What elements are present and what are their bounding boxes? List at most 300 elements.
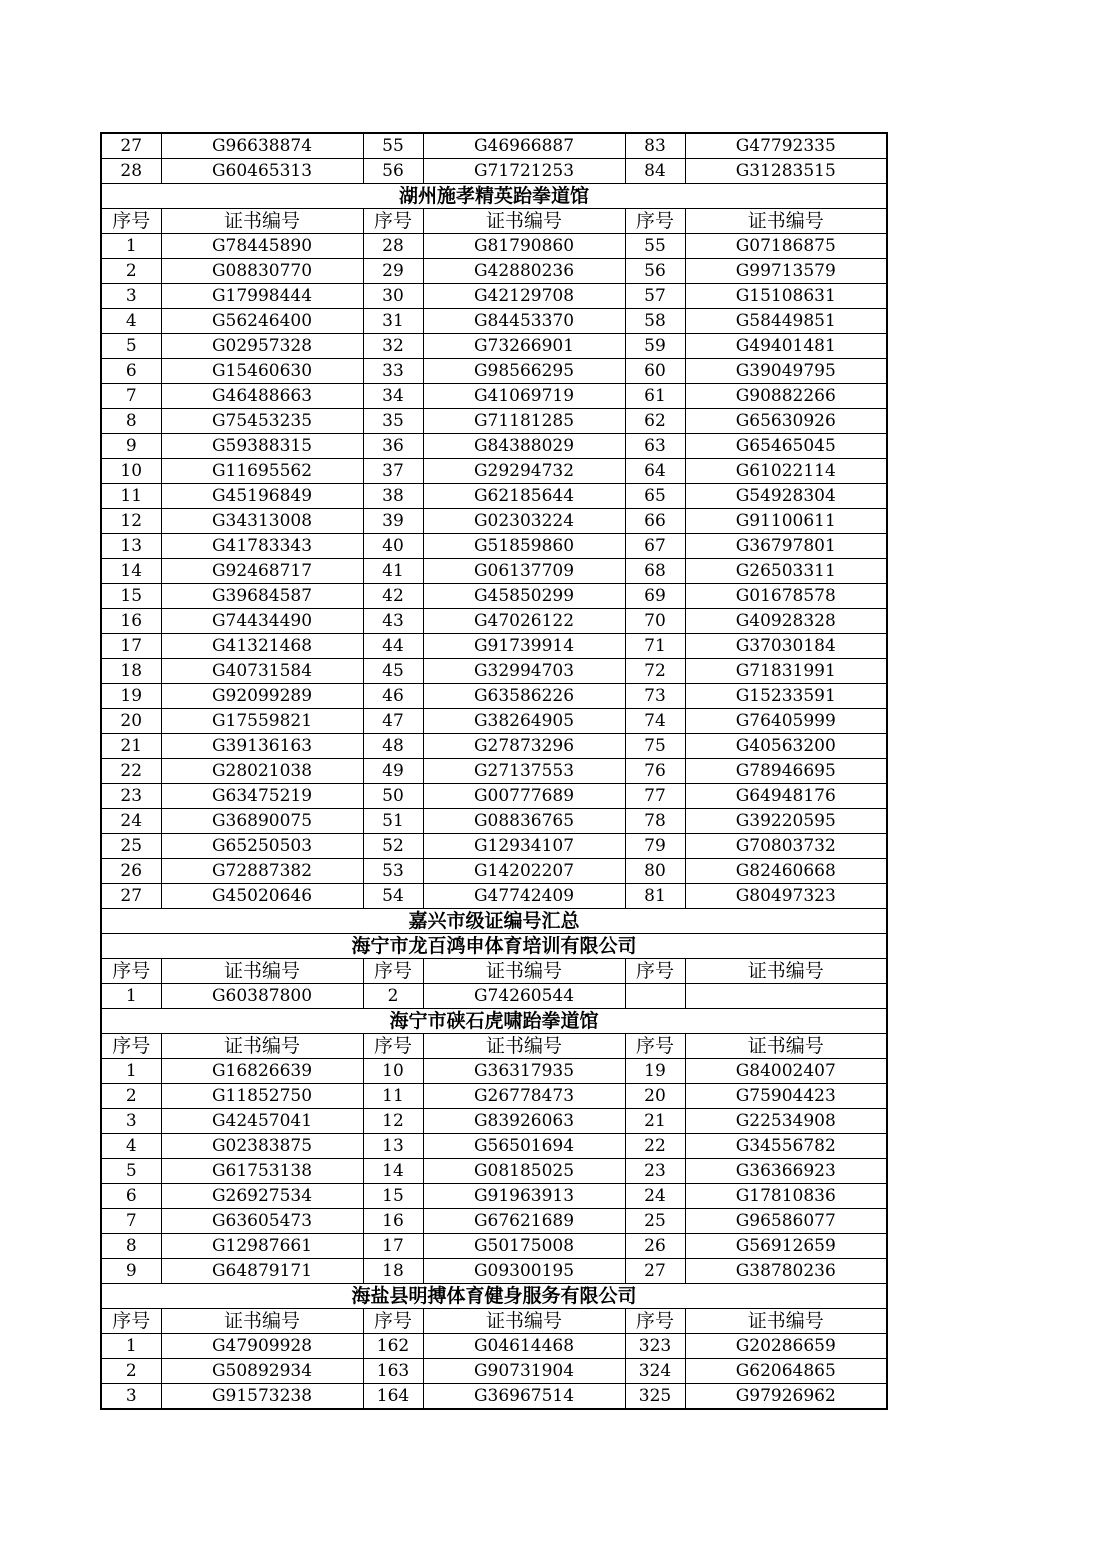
certificate-number-cell: G34313008 (161, 509, 363, 534)
serial-number-cell: 55 (363, 133, 423, 159)
serial-number-cell: 5 (101, 334, 161, 359)
header-serial-number: 序号 (625, 209, 685, 234)
certificate-number-cell: G54928304 (685, 484, 887, 509)
header-certificate-number: 证书编号 (685, 1034, 887, 1059)
certificate-number-cell: G75453235 (161, 409, 363, 434)
table-row (101, 1234, 887, 1259)
header-certificate-number: 证书编号 (161, 209, 363, 234)
certificate-number-cell: G09300195 (423, 1259, 625, 1284)
certificate-number-cell: G67621689 (423, 1209, 625, 1234)
certificate-number-cell: G00777689 (423, 784, 625, 809)
certificate-number-cell: G17559821 (161, 709, 363, 734)
header-serial-number: 序号 (363, 209, 423, 234)
certificate-number-cell: G15108631 (685, 284, 887, 309)
serial-number-cell: 27 (101, 884, 161, 909)
serial-number-cell: 62 (625, 409, 685, 434)
serial-number-cell: 25 (625, 1209, 685, 1234)
serial-number-cell: 19 (101, 684, 161, 709)
serial-number-cell: 164 (363, 1384, 423, 1410)
serial-number-cell: 14 (363, 1159, 423, 1184)
certificate-number-cell: G42129708 (423, 284, 625, 309)
serial-number-cell: 66 (625, 509, 685, 534)
certificate-number-cell: G84453370 (423, 309, 625, 334)
section-title-row (101, 909, 887, 934)
serial-number-cell: 4 (101, 309, 161, 334)
header-serial-number: 序号 (363, 959, 423, 984)
serial-number-cell: 21 (101, 734, 161, 759)
serial-number-cell: 26 (625, 1234, 685, 1259)
table-row (101, 1059, 887, 1084)
certificate-number-cell: G91963913 (423, 1184, 625, 1209)
certificate-number-cell: G27873296 (423, 734, 625, 759)
table-row (101, 1084, 887, 1109)
certificate-number-cell: G59388315 (161, 434, 363, 459)
certificate-number-cell: G06137709 (423, 559, 625, 584)
header-row (101, 959, 887, 984)
serial-number-cell: 77 (625, 784, 685, 809)
table-row (101, 609, 887, 634)
certificate-number-cell: G92099289 (161, 684, 363, 709)
serial-number-cell: 27 (101, 133, 161, 159)
table-row (101, 709, 887, 734)
section-title: 嘉兴市级证编号汇总 (101, 909, 887, 934)
header-certificate-number: 证书编号 (161, 1309, 363, 1334)
serial-number-cell: 17 (363, 1234, 423, 1259)
section-title-row (101, 184, 887, 209)
header-certificate-number: 证书编号 (423, 959, 625, 984)
serial-number-cell: 56 (363, 159, 423, 184)
certificate-number-cell: G65250503 (161, 834, 363, 859)
table-row (101, 309, 887, 334)
serial-number-cell: 27 (625, 1259, 685, 1284)
certificate-number-cell: G08185025 (423, 1159, 625, 1184)
certificate-number-cell: G96638874 (161, 133, 363, 159)
certificate-number-cell: G27137553 (423, 759, 625, 784)
certificate-number-cell: G74434490 (161, 609, 363, 634)
table-row (101, 484, 887, 509)
certificate-number-cell: G02303224 (423, 509, 625, 534)
serial-number-cell: 31 (363, 309, 423, 334)
certificate-number-cell: G26927534 (161, 1184, 363, 1209)
certificate-number-cell: G16826639 (161, 1059, 363, 1084)
serial-number-cell: 21 (625, 1109, 685, 1134)
header-serial-number: 序号 (363, 1309, 423, 1334)
table-row (101, 334, 887, 359)
serial-number-cell: 74 (625, 709, 685, 734)
certificate-number-cell: G36366923 (685, 1159, 887, 1184)
certificate-number-cell: G56246400 (161, 309, 363, 334)
certificate-number-cell: G50175008 (423, 1234, 625, 1259)
serial-number-cell: 42 (363, 584, 423, 609)
serial-number-cell: 64 (625, 459, 685, 484)
certificate-number-cell: G39220595 (685, 809, 887, 834)
serial-number-cell: 15 (101, 584, 161, 609)
certificate-number-cell: G60387800 (161, 984, 363, 1009)
serial-number-cell: 18 (363, 1259, 423, 1284)
certificate-number-cell: G60465313 (161, 159, 363, 184)
certificate-number-cell: G65465045 (685, 434, 887, 459)
certificate-table (100, 132, 888, 1410)
certificate-number-cell: G73266901 (423, 334, 625, 359)
table-row (101, 809, 887, 834)
serial-number-cell: 32 (363, 334, 423, 359)
certificate-number-cell: G12987661 (161, 1234, 363, 1259)
table-row (101, 234, 887, 259)
serial-number-cell: 3 (101, 284, 161, 309)
serial-number-cell: 73 (625, 684, 685, 709)
certificate-number-cell: G50892934 (161, 1359, 363, 1384)
table-row (101, 584, 887, 609)
table-row (101, 659, 887, 684)
serial-number-cell: 16 (363, 1209, 423, 1234)
section-title-row (101, 934, 887, 959)
certificate-number-cell: G40563200 (685, 734, 887, 759)
serial-number-cell: 6 (101, 1184, 161, 1209)
serial-number-cell: 30 (363, 284, 423, 309)
certificate-number-cell: G56501694 (423, 1134, 625, 1159)
certificate-number-cell: G47742409 (423, 884, 625, 909)
serial-number-cell (625, 984, 685, 1009)
certificate-number-cell: G71831991 (685, 659, 887, 684)
serial-number-cell: 69 (625, 584, 685, 609)
table-row (101, 259, 887, 284)
certificate-number-cell: G72887382 (161, 859, 363, 884)
serial-number-cell: 28 (101, 159, 161, 184)
certificate-number-cell: G62064865 (685, 1359, 887, 1384)
header-serial-number: 序号 (101, 1309, 161, 1334)
serial-number-cell: 70 (625, 609, 685, 634)
certificate-number-cell: G78946695 (685, 759, 887, 784)
serial-number-cell: 57 (625, 284, 685, 309)
certificate-number-cell: G91739914 (423, 634, 625, 659)
serial-number-cell: 35 (363, 409, 423, 434)
certificate-number-cell: G45020646 (161, 884, 363, 909)
certificate-number-cell: G02383875 (161, 1134, 363, 1159)
serial-number-cell: 19 (625, 1059, 685, 1084)
serial-number-cell: 14 (101, 559, 161, 584)
certificate-number-cell: G51859860 (423, 534, 625, 559)
certificate-number-cell: G47909928 (161, 1334, 363, 1359)
serial-number-cell: 49 (363, 759, 423, 784)
serial-number-cell: 71 (625, 634, 685, 659)
serial-number-cell: 20 (625, 1084, 685, 1109)
serial-number-cell: 163 (363, 1359, 423, 1384)
serial-number-cell: 59 (625, 334, 685, 359)
header-certificate-number: 证书编号 (161, 959, 363, 984)
certificate-number-cell: G31283515 (685, 159, 887, 184)
certificate-number-cell: G41783343 (161, 534, 363, 559)
certificate-number-cell: G98566295 (423, 359, 625, 384)
serial-number-cell: 40 (363, 534, 423, 559)
certificate-number-cell: G17998444 (161, 284, 363, 309)
serial-number-cell: 8 (101, 409, 161, 434)
serial-number-cell: 7 (101, 1209, 161, 1234)
serial-number-cell: 13 (363, 1134, 423, 1159)
serial-number-cell: 323 (625, 1334, 685, 1359)
serial-number-cell: 47 (363, 709, 423, 734)
table-row (101, 1209, 887, 1234)
certificate-number-cell: G41069719 (423, 384, 625, 409)
serial-number-cell: 52 (363, 834, 423, 859)
serial-number-cell: 2 (363, 984, 423, 1009)
table-row (101, 759, 887, 784)
certificate-number-cell: G15233591 (685, 684, 887, 709)
certificate-number-cell: G34556782 (685, 1134, 887, 1159)
table-row (101, 133, 887, 159)
certificate-number-cell: G91573238 (161, 1384, 363, 1410)
certificate-number-cell: G45850299 (423, 584, 625, 609)
certificate-number-cell: G36967514 (423, 1384, 625, 1410)
certificate-number-cell: G62185644 (423, 484, 625, 509)
table-row (101, 559, 887, 584)
serial-number-cell: 9 (101, 434, 161, 459)
serial-number-cell: 37 (363, 459, 423, 484)
section-title: 海宁市龙百鸿申体育培训有限公司 (101, 934, 887, 959)
table-row (101, 509, 887, 534)
certificate-number-cell: G36890075 (161, 809, 363, 834)
header-serial-number: 序号 (625, 1034, 685, 1059)
table-row (101, 1259, 887, 1284)
certificate-number-cell: G12934107 (423, 834, 625, 859)
certificate-number-cell: G63605473 (161, 1209, 363, 1234)
serial-number-cell: 83 (625, 133, 685, 159)
header-serial-number: 序号 (625, 959, 685, 984)
certificate-number-cell: G17810836 (685, 1184, 887, 1209)
serial-number-cell: 65 (625, 484, 685, 509)
serial-number-cell: 325 (625, 1384, 685, 1410)
certificate-number-cell: G75904423 (685, 1084, 887, 1109)
serial-number-cell: 39 (363, 509, 423, 534)
certificate-number-cell: G78445890 (161, 234, 363, 259)
serial-number-cell: 44 (363, 634, 423, 659)
table-row (101, 384, 887, 409)
serial-number-cell: 34 (363, 384, 423, 409)
table-row (101, 409, 887, 434)
certificate-number-cell: G38780236 (685, 1259, 887, 1284)
certificate-number-cell: G56912659 (685, 1234, 887, 1259)
serial-number-cell: 12 (101, 509, 161, 534)
certificate-number-cell: G46966887 (423, 133, 625, 159)
certificate-number-cell: G22534908 (685, 1109, 887, 1134)
serial-number-cell: 48 (363, 734, 423, 759)
serial-number-cell: 56 (625, 259, 685, 284)
certificate-number-cell: G41321468 (161, 634, 363, 659)
table-row (101, 434, 887, 459)
table-row (101, 734, 887, 759)
table-row (101, 1159, 887, 1184)
certificate-number-cell: G28021038 (161, 759, 363, 784)
certificate-number-cell: G84388029 (423, 434, 625, 459)
header-row (101, 1309, 887, 1334)
certificate-number-cell: G65630926 (685, 409, 887, 434)
serial-number-cell: 55 (625, 234, 685, 259)
serial-number-cell: 16 (101, 609, 161, 634)
serial-number-cell: 10 (363, 1059, 423, 1084)
serial-number-cell: 18 (101, 659, 161, 684)
serial-number-cell: 4 (101, 1134, 161, 1159)
certificate-number-cell: G47792335 (685, 133, 887, 159)
certificate-number-cell: G97926962 (685, 1384, 887, 1410)
table-row (101, 1384, 887, 1410)
certificate-number-cell: G39049795 (685, 359, 887, 384)
certificate-number-cell: G38264905 (423, 709, 625, 734)
certificate-number-cell: G71181285 (423, 409, 625, 434)
header-serial-number: 序号 (101, 959, 161, 984)
serial-number-cell: 22 (625, 1134, 685, 1159)
serial-number-cell: 61 (625, 384, 685, 409)
certificate-number-cell: G71721253 (423, 159, 625, 184)
header-certificate-number: 证书编号 (423, 209, 625, 234)
certificate-number-cell: G63586226 (423, 684, 625, 709)
serial-number-cell: 36 (363, 434, 423, 459)
header-serial-number: 序号 (101, 1034, 161, 1059)
header-certificate-number: 证书编号 (423, 1034, 625, 1059)
certificate-number-cell: G36797801 (685, 534, 887, 559)
serial-number-cell: 38 (363, 484, 423, 509)
certificate-number-cell: G04614468 (423, 1334, 625, 1359)
certificate-number-cell: G96586077 (685, 1209, 887, 1234)
certificate-number-cell: G46488663 (161, 384, 363, 409)
certificate-number-cell: G49401481 (685, 334, 887, 359)
certificate-number-cell: G90731904 (423, 1359, 625, 1384)
certificate-number-cell: G58449851 (685, 309, 887, 334)
certificate-number-cell: G84002407 (685, 1059, 887, 1084)
serial-number-cell: 20 (101, 709, 161, 734)
table-row (101, 534, 887, 559)
serial-number-cell: 80 (625, 859, 685, 884)
serial-number-cell: 6 (101, 359, 161, 384)
header-row (101, 209, 887, 234)
serial-number-cell: 33 (363, 359, 423, 384)
certificate-number-cell: G90882266 (685, 384, 887, 409)
certificate-number-cell: G42457041 (161, 1109, 363, 1134)
certificate-number-cell (685, 984, 887, 1009)
certificate-number-cell: G11695562 (161, 459, 363, 484)
serial-number-cell: 22 (101, 759, 161, 784)
table-row (101, 684, 887, 709)
serial-number-cell: 9 (101, 1259, 161, 1284)
serial-number-cell: 58 (625, 309, 685, 334)
serial-number-cell: 45 (363, 659, 423, 684)
serial-number-cell: 25 (101, 834, 161, 859)
table-row (101, 1184, 887, 1209)
certificate-number-cell: G70803732 (685, 834, 887, 859)
certificate-number-cell: G36317935 (423, 1059, 625, 1084)
certificate-number-cell: G64948176 (685, 784, 887, 809)
section-title-row (101, 1284, 887, 1309)
serial-number-cell: 67 (625, 534, 685, 559)
table-row (101, 984, 887, 1009)
header-serial-number: 序号 (625, 1309, 685, 1334)
serial-number-cell: 1 (101, 984, 161, 1009)
table-row (101, 159, 887, 184)
serial-number-cell: 11 (101, 484, 161, 509)
table-row (101, 784, 887, 809)
serial-number-cell: 17 (101, 634, 161, 659)
serial-number-cell: 60 (625, 359, 685, 384)
serial-number-cell: 324 (625, 1359, 685, 1384)
certificate-number-cell: G20286659 (685, 1334, 887, 1359)
certificate-number-cell: G37030184 (685, 634, 887, 659)
serial-number-cell: 2 (101, 1359, 161, 1384)
serial-number-cell: 3 (101, 1384, 161, 1410)
table-row (101, 634, 887, 659)
certificate-number-cell: G61022114 (685, 459, 887, 484)
section-title-row (101, 1009, 887, 1034)
table-row (101, 1334, 887, 1359)
serial-number-cell: 15 (363, 1184, 423, 1209)
serial-number-cell: 13 (101, 534, 161, 559)
certificate-number-cell: G82460668 (685, 859, 887, 884)
certificate-number-cell: G83926063 (423, 1109, 625, 1134)
table-row (101, 359, 887, 384)
certificate-number-cell: G81790860 (423, 234, 625, 259)
serial-number-cell: 29 (363, 259, 423, 284)
certificate-number-cell: G76405999 (685, 709, 887, 734)
serial-number-cell: 78 (625, 809, 685, 834)
header-certificate-number: 证书编号 (685, 1309, 887, 1334)
certificate-number-cell: G91100611 (685, 509, 887, 534)
certificate-number-cell: G26778473 (423, 1084, 625, 1109)
certificate-number-cell: G14202207 (423, 859, 625, 884)
header-certificate-number: 证书编号 (161, 1034, 363, 1059)
serial-number-cell: 3 (101, 1109, 161, 1134)
certificate-number-cell: G40928328 (685, 609, 887, 634)
table-row (101, 459, 887, 484)
serial-number-cell: 11 (363, 1084, 423, 1109)
certificate-number-cell: G02957328 (161, 334, 363, 359)
header-certificate-number: 证书编号 (685, 209, 887, 234)
serial-number-cell: 23 (101, 784, 161, 809)
table-row (101, 284, 887, 309)
certificate-number-cell: G26503311 (685, 559, 887, 584)
serial-number-cell: 84 (625, 159, 685, 184)
serial-number-cell: 24 (101, 809, 161, 834)
serial-number-cell: 50 (363, 784, 423, 809)
header-serial-number: 序号 (101, 209, 161, 234)
certificate-number-cell: G32994703 (423, 659, 625, 684)
certificate-number-cell: G74260544 (423, 984, 625, 1009)
table-row (101, 884, 887, 909)
serial-number-cell: 72 (625, 659, 685, 684)
certificate-number-cell: G64879171 (161, 1259, 363, 1284)
certificate-number-cell: G42880236 (423, 259, 625, 284)
serial-number-cell: 63 (625, 434, 685, 459)
certificate-number-cell: G11852750 (161, 1084, 363, 1109)
serial-number-cell: 23 (625, 1159, 685, 1184)
certificate-number-cell: G07186875 (685, 234, 887, 259)
serial-number-cell: 46 (363, 684, 423, 709)
serial-number-cell: 1 (101, 1059, 161, 1084)
serial-number-cell: 10 (101, 459, 161, 484)
serial-number-cell: 53 (363, 859, 423, 884)
table-row (101, 859, 887, 884)
certificate-number-cell: G99713579 (685, 259, 887, 284)
header-certificate-number: 证书编号 (423, 1309, 625, 1334)
serial-number-cell: 162 (363, 1334, 423, 1359)
serial-number-cell: 24 (625, 1184, 685, 1209)
certificate-number-cell: G29294732 (423, 459, 625, 484)
serial-number-cell: 51 (363, 809, 423, 834)
serial-number-cell: 76 (625, 759, 685, 784)
header-serial-number: 序号 (363, 1034, 423, 1059)
serial-number-cell: 41 (363, 559, 423, 584)
serial-number-cell: 81 (625, 884, 685, 909)
serial-number-cell: 1 (101, 1334, 161, 1359)
table-row (101, 834, 887, 859)
table-row (101, 1134, 887, 1159)
serial-number-cell: 5 (101, 1159, 161, 1184)
